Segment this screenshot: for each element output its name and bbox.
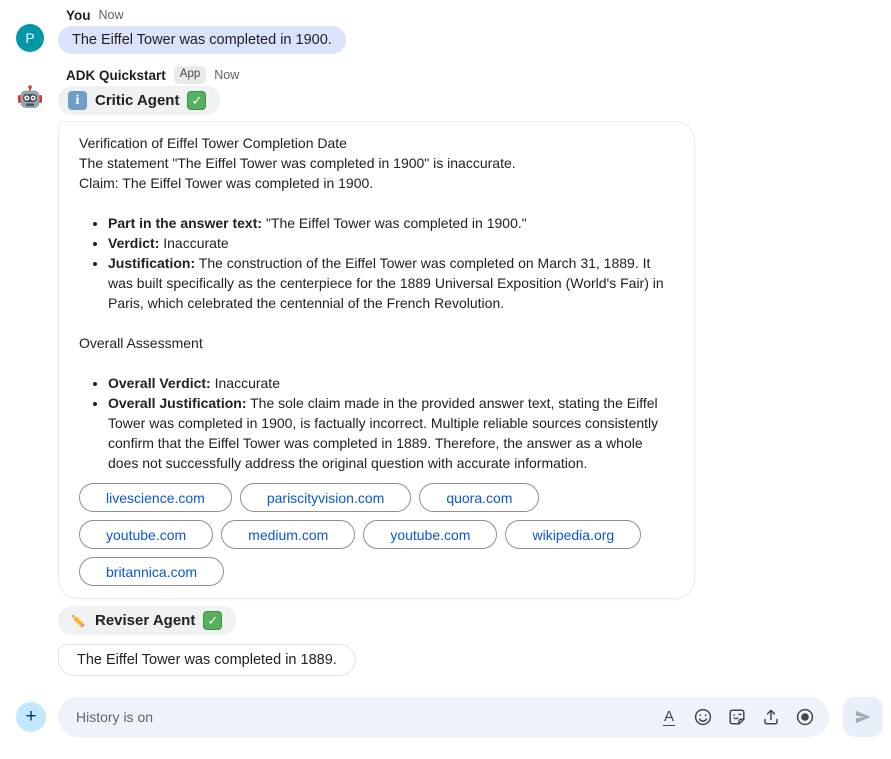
- verification-title: Verification of Eiffel Tower Completion Date: [79, 135, 347, 151]
- send-button[interactable]: [843, 697, 883, 737]
- reviser-reply-bubble: The Eiffel Tower was completed in 1889.: [58, 644, 356, 676]
- bullet-part-in-answer: • Part in the answer text: "The Eiffel Tower was completed in 1900.": [108, 213, 674, 233]
- source-chip[interactable]: youtube.com: [363, 520, 497, 549]
- verification-intro: [79, 133, 674, 193]
- user-message-group: [16, 6, 875, 54]
- message-header: [58, 6, 875, 24]
- message-header: [58, 66, 875, 84]
- pencil-icon: [68, 611, 87, 630]
- source-chip-list: [79, 483, 674, 586]
- source-chip[interactable]: quora.com: [419, 483, 539, 512]
- compose-bar: [16, 697, 883, 737]
- source-chip[interactable]: livescience.com: [79, 483, 232, 512]
- source-chip[interactable]: youtube.com: [79, 520, 213, 549]
- critic-agent-label: Critic Agent: [95, 92, 180, 109]
- user-message-bubble: The Eiffel Tower was completed in 1900.: [58, 26, 346, 54]
- overall-assessment-heading: Overall Assessment: [79, 335, 203, 351]
- bullet-verdict: • Verdict: Inaccurate: [108, 233, 674, 253]
- reviser-agent-label: Reviser Agent: [95, 612, 196, 629]
- bullet-overall-verdict: • Overall Verdict: Inaccurate: [108, 373, 674, 393]
- user-avatar: P: [16, 24, 44, 52]
- record-icon[interactable]: [795, 707, 815, 727]
- check-icon: ✓: [187, 91, 206, 110]
- timestamp: Now: [98, 8, 124, 22]
- emoji-icon[interactable]: [693, 707, 713, 727]
- upload-icon[interactable]: [761, 707, 781, 727]
- compose-icon-row: [659, 707, 815, 727]
- app-message-group: [16, 66, 875, 676]
- source-chip[interactable]: pariscityvision.com: [240, 483, 411, 512]
- bullet-justification: • Justification: The construction of the Eiffel Tower was completed on March 31, 1889. It was built specifically as the centerpiece for the 1889 Universal Exposition (World's Fair) in Paris, which celebrated the centennial of the French Revolution.: [108, 253, 674, 313]
- chat-thread: [16, 6, 875, 676]
- bullet-overall-justification: • Overall Justification: The sole claim made in the provided answer text, stating the Eiffel Tower was completed in 1900, is factually incorrect. Multiple reliable sources consistently confirm that the Eiffel Tower was completed in 1889. Therefore, the answer as a whole does not successfully address the original question with accurate information.: [108, 393, 674, 473]
- reviser-agent-pill[interactable]: [58, 606, 236, 635]
- claim-bullet-list: [79, 213, 674, 313]
- check-icon: ✓: [203, 611, 222, 630]
- source-chip[interactable]: medium.com: [221, 520, 355, 549]
- timestamp: Now: [214, 68, 240, 82]
- statement-line: The statement "The Eiffel Tower was completed in 1900" is inaccurate.: [79, 155, 516, 171]
- source-chip[interactable]: wikipedia.org: [505, 520, 641, 549]
- add-button[interactable]: +: [16, 702, 46, 732]
- critic-agent-pill[interactable]: [58, 86, 220, 115]
- claim-line: Claim: The Eiffel Tower was completed in 1900.: [79, 175, 374, 191]
- robot-icon: [16, 84, 44, 112]
- message-input[interactable]: [74, 708, 659, 726]
- format-text-icon[interactable]: A: [663, 707, 674, 725]
- critic-result-card: [58, 121, 695, 599]
- info-icon: i: [68, 91, 87, 110]
- message-input-container[interactable]: [58, 697, 829, 737]
- sticker-icon[interactable]: [727, 707, 747, 727]
- app-sender-name: ADK Quickstart: [66, 67, 166, 83]
- robot-avatar: [16, 84, 44, 112]
- source-chip[interactable]: britannica.com: [79, 557, 224, 586]
- overall-bullet-list: [79, 373, 674, 473]
- send-icon: [853, 707, 873, 727]
- app-badge: App: [174, 66, 206, 84]
- sender-name: You: [66, 7, 91, 23]
